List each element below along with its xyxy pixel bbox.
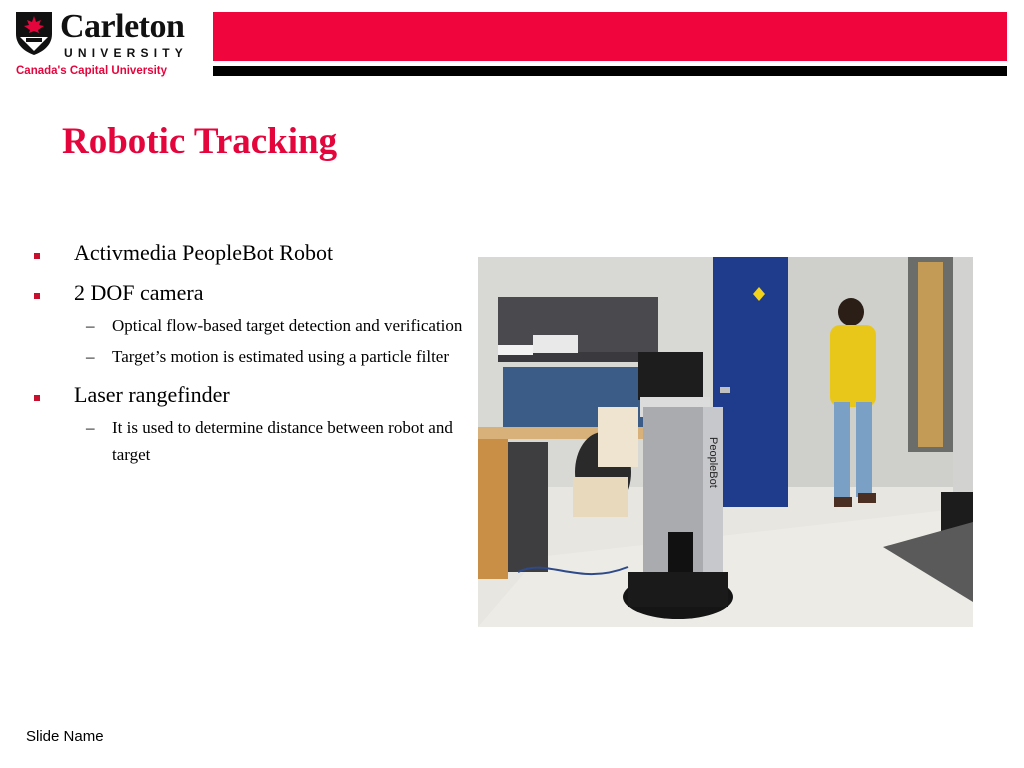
bullet-level2 [30,312,470,339]
footer-slide-name: Slide Name [26,728,104,745]
carleton-logo [14,8,204,80]
bullet-square-icon [34,395,40,401]
bullet-level2 [30,343,470,370]
bullet-level1 [30,238,470,268]
logo-wordmark: Carleton [60,8,185,45]
robot-label: PeopleBot [707,437,719,488]
header-red-bar [213,12,1007,61]
dash-icon: – [86,316,95,335]
robot-photo [478,257,973,627]
bullet-list [30,238,470,478]
bullet-text: Target’s motion is estimated using a particle filter [112,347,449,366]
bullet-square-icon [34,293,40,299]
carleton-crest-icon [14,10,54,56]
bullet-text: It is used to determine distance between robot and target [112,418,453,464]
bullet-text: Activmedia PeopleBot Robot [74,240,334,265]
header-black-line [213,66,1007,76]
slide-title: Robotic Tracking [62,121,338,162]
bullet-level1 [30,380,470,410]
bullet-text: 2 DOF camera [74,280,204,305]
bullet-level1 [30,278,470,308]
bullet-text: Optical flow-based target detection and verification [112,316,463,335]
dash-icon: – [86,347,95,366]
logo-tagline: Canada's Capital University [16,65,168,77]
bullet-text: Laser rangefinder [74,382,230,407]
logo-university: UNIVERSITY [64,46,189,60]
bullet-level2 [30,414,470,468]
dash-icon: – [86,418,95,437]
bullet-square-icon [34,253,40,259]
